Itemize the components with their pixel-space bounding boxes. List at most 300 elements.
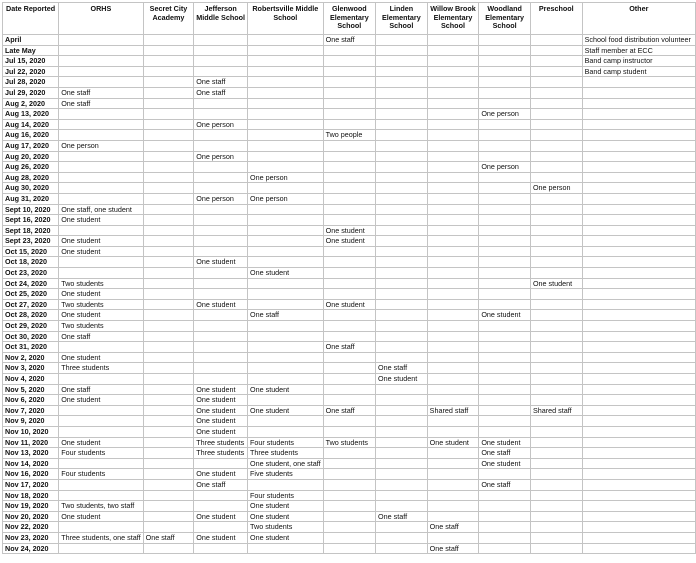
table-row — [3, 119, 696, 130]
table-cell — [427, 193, 479, 204]
table-row — [3, 289, 696, 300]
table-cell — [427, 278, 479, 289]
table-row — [3, 236, 696, 247]
table-cell: Staff member at ECC — [582, 45, 695, 56]
table-cell — [479, 374, 531, 385]
table-cell — [479, 225, 531, 236]
table-cell — [479, 426, 531, 437]
date-cell: Nov 18, 2020 — [3, 490, 59, 501]
table-row — [3, 479, 696, 490]
table-cell — [427, 130, 479, 141]
table-cell — [323, 278, 375, 289]
table-cell — [479, 331, 531, 342]
table-cell — [479, 501, 531, 512]
table-cell — [582, 331, 695, 342]
table-cell — [59, 130, 143, 141]
table-cell — [143, 310, 194, 321]
table-cell — [530, 342, 582, 353]
column-header: Jefferson Middle School — [194, 3, 248, 35]
table-cell — [582, 193, 695, 204]
date-cell: Sept 23, 2020 — [3, 236, 59, 247]
table-row — [3, 501, 696, 512]
table-cell: One staff — [59, 87, 143, 98]
table-cell — [479, 384, 531, 395]
table-cell — [323, 215, 375, 226]
table-cell — [479, 140, 531, 151]
table-cell — [248, 278, 324, 289]
table-cell — [194, 130, 248, 141]
table-cell: One staff — [194, 87, 248, 98]
table-cell: One staff — [59, 384, 143, 395]
table-cell — [376, 416, 428, 427]
table-cell — [582, 342, 695, 353]
table-cell — [582, 426, 695, 437]
table-cell — [248, 426, 324, 437]
table-cell — [194, 363, 248, 374]
table-cell — [582, 183, 695, 194]
table-cell — [143, 151, 194, 162]
table-cell: One student — [59, 215, 143, 226]
table-cell — [530, 215, 582, 226]
table-cell — [376, 162, 428, 173]
table-cell: One student — [479, 458, 531, 469]
table-cell — [582, 522, 695, 533]
table-cell — [59, 56, 143, 67]
table-cell — [194, 45, 248, 56]
table-cell — [143, 246, 194, 257]
table-cell — [194, 236, 248, 247]
table-cell — [59, 109, 143, 120]
date-cell: Nov 23, 2020 — [3, 532, 59, 543]
table-cell — [427, 225, 479, 236]
table-cell: One student — [323, 236, 375, 247]
table-cell — [323, 511, 375, 522]
table-cell — [59, 77, 143, 88]
table-cell — [427, 119, 479, 130]
table-cell — [248, 236, 324, 247]
table-cell — [427, 35, 479, 46]
table-cell — [194, 98, 248, 109]
table-cell — [427, 426, 479, 437]
date-cell: Nov 16, 2020 — [3, 469, 59, 480]
table-cell — [194, 543, 248, 554]
table-cell — [143, 490, 194, 501]
table-cell — [143, 56, 194, 67]
table-cell — [427, 352, 479, 363]
table-cell — [376, 395, 428, 406]
table-row — [3, 374, 696, 385]
table-cell — [323, 416, 375, 427]
table-cell — [248, 204, 324, 215]
table-cell — [59, 183, 143, 194]
table-cell — [376, 384, 428, 395]
table-cell: Three students, one staff — [59, 532, 143, 543]
table-cell — [59, 342, 143, 353]
table-cell — [427, 66, 479, 77]
table-cell — [143, 35, 194, 46]
table-cell — [530, 299, 582, 310]
table-row — [3, 395, 696, 406]
table-cell — [143, 501, 194, 512]
table-cell — [59, 119, 143, 130]
date-cell: Nov 17, 2020 — [3, 479, 59, 490]
table-cell — [323, 140, 375, 151]
date-cell: Aug 30, 2020 — [3, 183, 59, 194]
table-cell — [530, 437, 582, 448]
table-cell — [59, 193, 143, 204]
table-cell: Band camp student — [582, 66, 695, 77]
table-cell — [427, 363, 479, 374]
table-cell — [582, 416, 695, 427]
table-cell: One student — [194, 511, 248, 522]
table-cell — [376, 236, 428, 247]
table-row — [3, 331, 696, 342]
table-cell — [376, 289, 428, 300]
table-cell: One student — [194, 299, 248, 310]
date-cell: Aug 26, 2020 — [3, 162, 59, 173]
table-row — [3, 511, 696, 522]
table-cell — [194, 490, 248, 501]
column-header: Glenwood Elementary School — [323, 3, 375, 35]
table-cell — [376, 532, 428, 543]
table-cell — [376, 490, 428, 501]
table-cell: One student — [59, 289, 143, 300]
table-cell: One student — [323, 225, 375, 236]
table-cell — [376, 193, 428, 204]
table-cell: One person — [248, 172, 324, 183]
table-cell — [530, 119, 582, 130]
table-cell — [376, 183, 428, 194]
table-cell: One staff — [59, 98, 143, 109]
table-cell: One person — [479, 109, 531, 120]
table-cell — [59, 490, 143, 501]
table-cell — [323, 501, 375, 512]
table-cell — [376, 77, 428, 88]
table-cell — [376, 45, 428, 56]
table-cell — [376, 426, 428, 437]
table-cell — [376, 458, 428, 469]
table-cell: One staff, one student — [59, 204, 143, 215]
table-cell — [143, 162, 194, 173]
table-cell — [427, 87, 479, 98]
table-cell — [323, 448, 375, 459]
table-cell — [143, 331, 194, 342]
table-cell — [323, 458, 375, 469]
table-cell — [530, 321, 582, 332]
table-row — [3, 437, 696, 448]
table-cell — [323, 532, 375, 543]
table-cell — [479, 416, 531, 427]
table-cell — [479, 532, 531, 543]
table-row — [3, 257, 696, 268]
table-cell — [376, 299, 428, 310]
table-cell: One staff — [59, 331, 143, 342]
table-cell — [530, 469, 582, 480]
table-cell — [194, 172, 248, 183]
table-row — [3, 321, 696, 332]
table-cell — [143, 140, 194, 151]
table-cell — [59, 543, 143, 554]
table-cell — [376, 140, 428, 151]
table-cell — [194, 352, 248, 363]
table-cell — [59, 426, 143, 437]
table-cell — [530, 511, 582, 522]
table-cell — [479, 236, 531, 247]
date-cell: Nov 5, 2020 — [3, 384, 59, 395]
table-cell — [323, 374, 375, 385]
table-cell — [376, 172, 428, 183]
table-cell — [194, 225, 248, 236]
table-cell — [530, 490, 582, 501]
date-cell: Aug 17, 2020 — [3, 140, 59, 151]
table-cell: One student — [59, 310, 143, 321]
table-cell — [582, 352, 695, 363]
table-cell — [427, 289, 479, 300]
table-cell — [530, 204, 582, 215]
table-cell — [427, 511, 479, 522]
table-cell — [59, 416, 143, 427]
table-cell — [194, 268, 248, 279]
table-cell — [530, 172, 582, 183]
table-cell — [376, 66, 428, 77]
table-cell — [530, 35, 582, 46]
table-cell — [376, 331, 428, 342]
table-cell — [530, 479, 582, 490]
table-row — [3, 363, 696, 374]
table-cell — [376, 98, 428, 109]
table-cell — [582, 469, 695, 480]
table-cell — [427, 395, 479, 406]
table-cell — [427, 532, 479, 543]
table-cell — [248, 225, 324, 236]
table-row — [3, 342, 696, 353]
table-cell — [323, 98, 375, 109]
table-row — [3, 225, 696, 236]
table-cell — [582, 162, 695, 173]
table-cell: One person — [194, 119, 248, 130]
date-cell: Oct 23, 2020 — [3, 268, 59, 279]
table-cell — [376, 501, 428, 512]
table-row — [3, 416, 696, 427]
table-cell — [323, 321, 375, 332]
table-row — [3, 426, 696, 437]
table-cell: One staff — [479, 448, 531, 459]
table-cell — [427, 448, 479, 459]
table-cell — [376, 151, 428, 162]
table-cell — [427, 109, 479, 120]
table-cell: Two students — [248, 522, 324, 533]
date-cell: Nov 20, 2020 — [3, 511, 59, 522]
table-cell — [143, 384, 194, 395]
table-cell — [479, 278, 531, 289]
table-cell — [479, 352, 531, 363]
table-cell — [143, 511, 194, 522]
table-cell — [59, 257, 143, 268]
date-cell: Jul 28, 2020 — [3, 77, 59, 88]
table-cell — [248, 331, 324, 342]
table-cell — [530, 374, 582, 385]
table-cell — [427, 45, 479, 56]
table-cell — [143, 77, 194, 88]
table-cell: One staff — [248, 310, 324, 321]
table-cell — [427, 469, 479, 480]
table-cell — [427, 172, 479, 183]
table-row — [3, 299, 696, 310]
table-cell — [427, 246, 479, 257]
table-cell — [582, 479, 695, 490]
table-cell — [530, 384, 582, 395]
table-cell — [376, 321, 428, 332]
table-cell — [582, 310, 695, 321]
table-cell — [582, 236, 695, 247]
table-cell: One person — [59, 140, 143, 151]
table-row — [3, 405, 696, 416]
table-cell — [143, 448, 194, 459]
table-cell — [479, 257, 531, 268]
table-cell: Two students — [59, 321, 143, 332]
table-cell — [143, 257, 194, 268]
table-cell: One student — [194, 395, 248, 406]
table-cell — [427, 299, 479, 310]
table-cell: One student — [59, 236, 143, 247]
table-cell — [427, 236, 479, 247]
table-cell — [582, 395, 695, 406]
table-cell — [479, 268, 531, 279]
table-cell: One person — [530, 183, 582, 194]
table-cell — [248, 56, 324, 67]
table-cell — [582, 511, 695, 522]
table-cell — [530, 109, 582, 120]
table-cell — [479, 543, 531, 554]
table-cell — [143, 437, 194, 448]
header-row — [3, 3, 696, 35]
table-cell — [530, 522, 582, 533]
table-cell — [376, 225, 428, 236]
table-cell — [479, 522, 531, 533]
date-cell: Aug 14, 2020 — [3, 119, 59, 130]
date-cell: Nov 11, 2020 — [3, 437, 59, 448]
table-cell — [479, 98, 531, 109]
table-cell — [376, 35, 428, 46]
table-cell — [479, 119, 531, 130]
table-cell — [582, 268, 695, 279]
table-cell — [530, 225, 582, 236]
table-cell — [143, 119, 194, 130]
table-cell — [323, 384, 375, 395]
table-cell — [143, 183, 194, 194]
table-cell: One student — [194, 384, 248, 395]
table-cell: One student — [59, 437, 143, 448]
table-cell — [530, 246, 582, 257]
date-cell: Oct 25, 2020 — [3, 289, 59, 300]
date-cell: Nov 19, 2020 — [3, 501, 59, 512]
table-cell — [582, 448, 695, 459]
table-cell — [248, 183, 324, 194]
table-cell — [530, 130, 582, 141]
table-cell — [479, 246, 531, 257]
table-cell — [143, 416, 194, 427]
table-cell — [582, 204, 695, 215]
table-cell — [530, 426, 582, 437]
table-cell — [143, 98, 194, 109]
table-cell — [194, 140, 248, 151]
table-cell — [143, 299, 194, 310]
table-cell: One student, one staff — [248, 458, 324, 469]
table-row — [3, 56, 696, 67]
table-cell — [582, 490, 695, 501]
table-cell — [323, 310, 375, 321]
table-cell — [582, 458, 695, 469]
table-cell — [143, 268, 194, 279]
table-cell — [530, 236, 582, 247]
table-cell — [376, 204, 428, 215]
table-cell — [427, 162, 479, 173]
table-cell — [248, 342, 324, 353]
table-cell — [530, 268, 582, 279]
table-cell — [248, 87, 324, 98]
table-cell — [530, 310, 582, 321]
table-cell — [376, 278, 428, 289]
table-cell — [248, 77, 324, 88]
table-cell: One student — [194, 469, 248, 480]
table-cell — [143, 342, 194, 353]
table-cell — [323, 45, 375, 56]
table-cell — [323, 87, 375, 98]
table-cell — [376, 405, 428, 416]
date-cell: Aug 16, 2020 — [3, 130, 59, 141]
column-header: Woodland Elementary School — [479, 3, 531, 35]
table-cell — [376, 130, 428, 141]
table-cell — [323, 246, 375, 257]
table-cell — [427, 257, 479, 268]
table-cell — [479, 66, 531, 77]
table-cell — [582, 374, 695, 385]
table-row — [3, 162, 696, 173]
date-cell: Aug 28, 2020 — [3, 172, 59, 183]
table-cell: One student — [194, 405, 248, 416]
table-cell — [143, 172, 194, 183]
table-cell: One student — [479, 310, 531, 321]
table-cell — [530, 140, 582, 151]
table-cell — [376, 479, 428, 490]
date-cell: Jul 29, 2020 — [3, 87, 59, 98]
table-cell — [427, 151, 479, 162]
table-cell — [582, 437, 695, 448]
table-cell — [376, 109, 428, 120]
table-cell: One student — [248, 532, 324, 543]
table-cell — [248, 151, 324, 162]
table-cell: One student — [248, 511, 324, 522]
table-cell — [323, 172, 375, 183]
table-cell — [479, 215, 531, 226]
table-cell — [376, 246, 428, 257]
table-cell — [59, 35, 143, 46]
table-cell — [323, 151, 375, 162]
table-cell — [376, 352, 428, 363]
table-cell — [582, 87, 695, 98]
table-cell — [427, 310, 479, 321]
table-cell — [143, 522, 194, 533]
table-cell — [427, 416, 479, 427]
table-cell — [427, 56, 479, 67]
table-cell: One student — [248, 405, 324, 416]
table-cell — [479, 77, 531, 88]
table-cell: Four students — [248, 490, 324, 501]
table-cell — [479, 363, 531, 374]
table-cell: One student — [59, 395, 143, 406]
table-cell: Two students — [59, 299, 143, 310]
table-row — [3, 352, 696, 363]
